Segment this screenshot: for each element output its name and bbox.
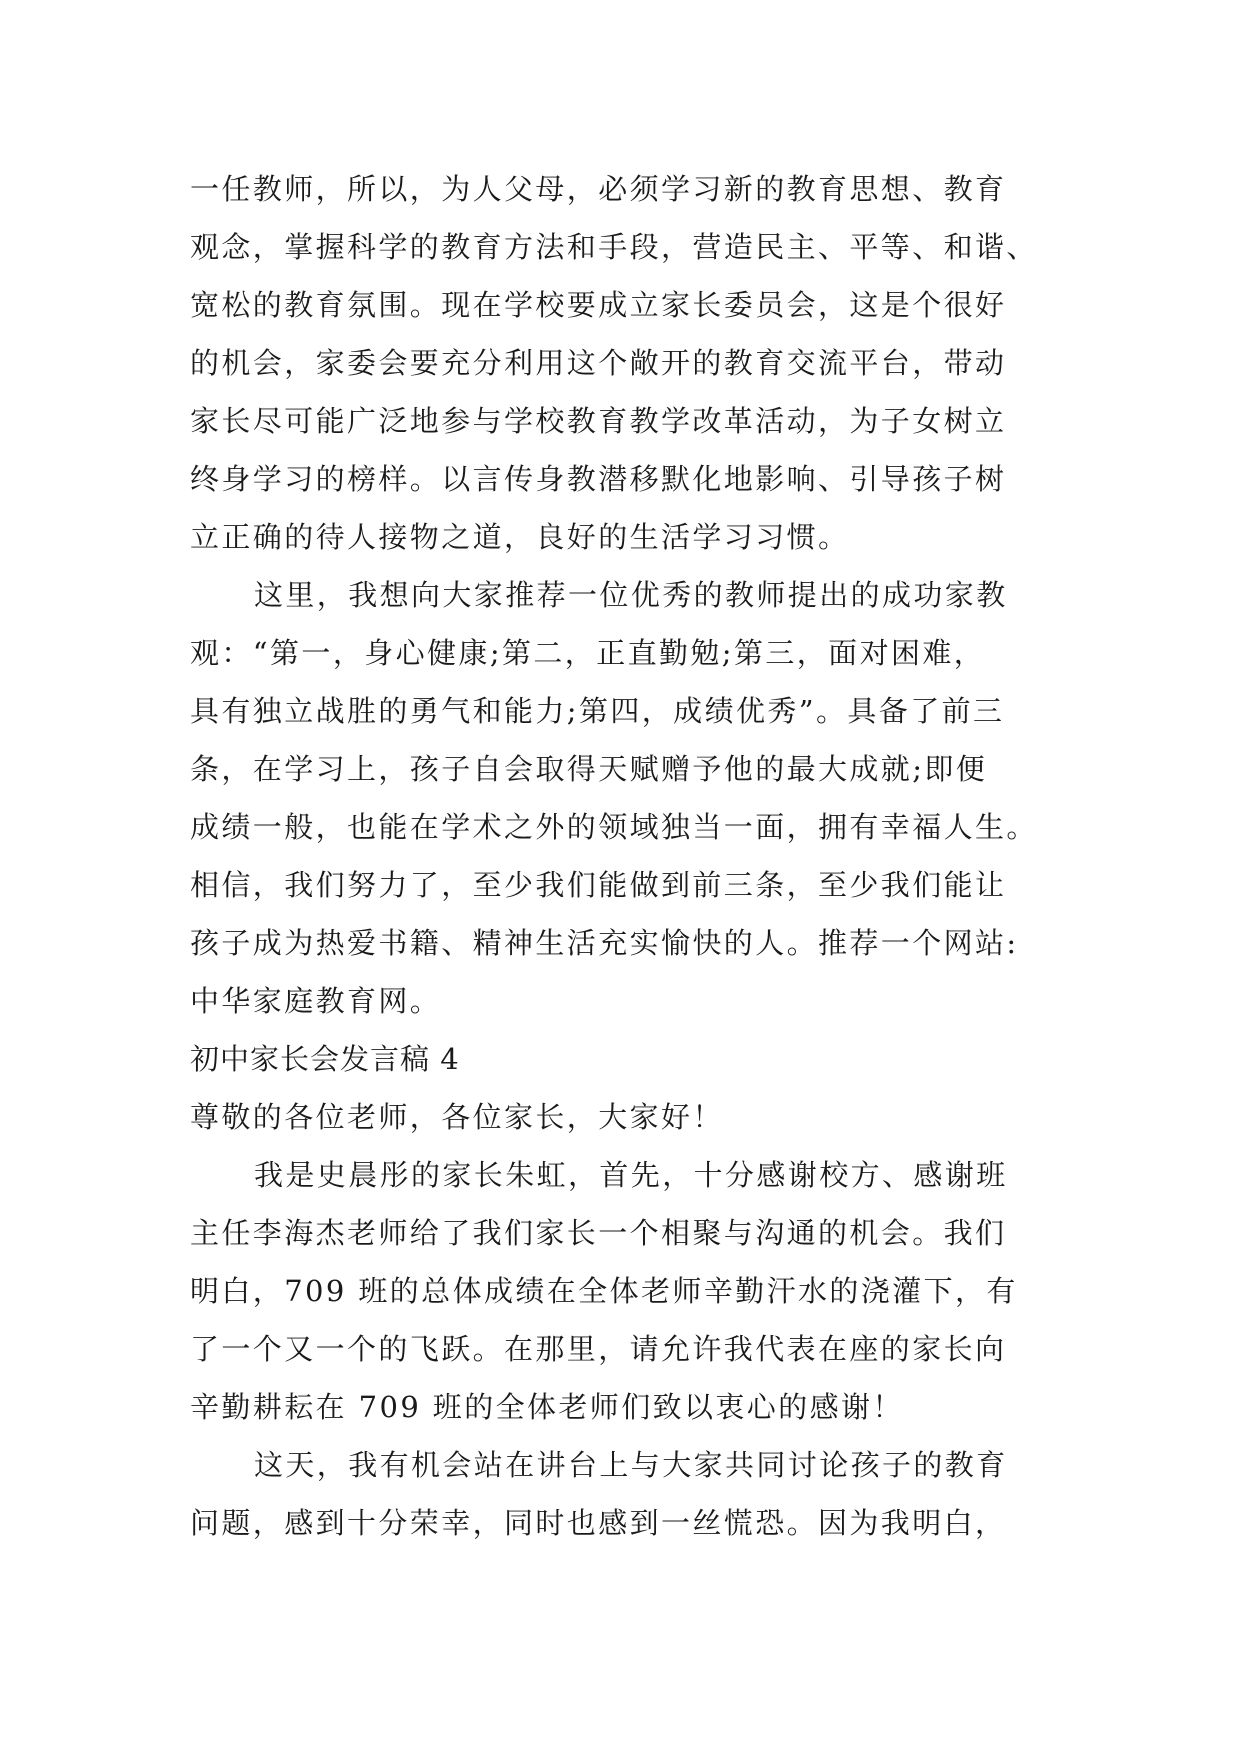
text-line: 辛勤耕耘在 709 班的全体老师们致以衷心的感谢！ (190, 1390, 904, 1424)
text-line: 终身学习的榜样。以言传身教潜移默化地影响、引导孩子树 (190, 462, 1007, 496)
section-title: 初中家长会发言稿 4 (190, 1042, 460, 1076)
text-line: 立正确的待人接物之道，良好的生活学习习惯。 (190, 520, 850, 554)
paragraph-first-line: 这天，我有机会站在讲台上与大家共同讨论孩子的教育 (254, 1448, 1008, 1482)
text-line: 条，在学习上，孩子自会取得天赋赠予他的最大成就;即便 (190, 752, 988, 786)
text-line: 中华家庭教育网。 (190, 984, 442, 1018)
text-line: 明白，709 班的总体成绩在全体老师辛勤汗水的浇灌下，有 (190, 1274, 1018, 1308)
document-body (190, 160, 1052, 1552)
text-line: 相信，我们努力了，至少我们能做到前三条，至少我们能让 (190, 868, 1007, 902)
text-line: 宽松的教育氛围。现在学校要成立家长委员会，这是个很好 (190, 288, 1007, 322)
salutation: 尊敬的各位老师，各位家长，大家好！ (190, 1100, 724, 1134)
paragraph-first-line: 这里，我想向大家推荐一位优秀的教师提出的成功家教 (254, 578, 1008, 612)
paragraph-first-line: 我是史晨彤的家长朱虹，首先，十分感谢校方、感谢班 (254, 1158, 1008, 1192)
text-line: 了一个又一个的飞跃。在那里，请允许我代表在座的家长向 (190, 1332, 1007, 1366)
text-line: 观念，掌握科学的教育方法和手段，营造民主、平等、和谐、 (190, 230, 1038, 264)
text-line: 观：“第一，身心健康;第二，正直勤勉;第三，面对困难， (190, 636, 986, 670)
text-line: 具有独立战胜的勇气和能力;第四，成绩优秀”。具备了前三 (190, 694, 1005, 728)
text-line: 孩子成为热爱书籍、精神生活充实愉快的人。推荐一个网站: (190, 926, 1019, 960)
text-line: 成绩一般，也能在学术之外的领域独当一面，拥有幸福人生。 (190, 810, 1038, 844)
text-line: 家长尽可能广泛地参与学校教育教学改革活动，为子女树立 (190, 404, 1007, 438)
text-line: 的机会，家委会要充分利用这个敞开的教育交流平台，带动 (190, 346, 1007, 380)
text-line: 主任李海杰老师给了我们家长一个相聚与沟通的机会。我们 (190, 1216, 1007, 1250)
text-line: 一任教师，所以，为人父母，必须学习新的教育思想、教育 (190, 172, 1007, 206)
text-line: 问题，感到十分荣幸，同时也感到一丝慌恐。因为我明白， (190, 1506, 1007, 1540)
